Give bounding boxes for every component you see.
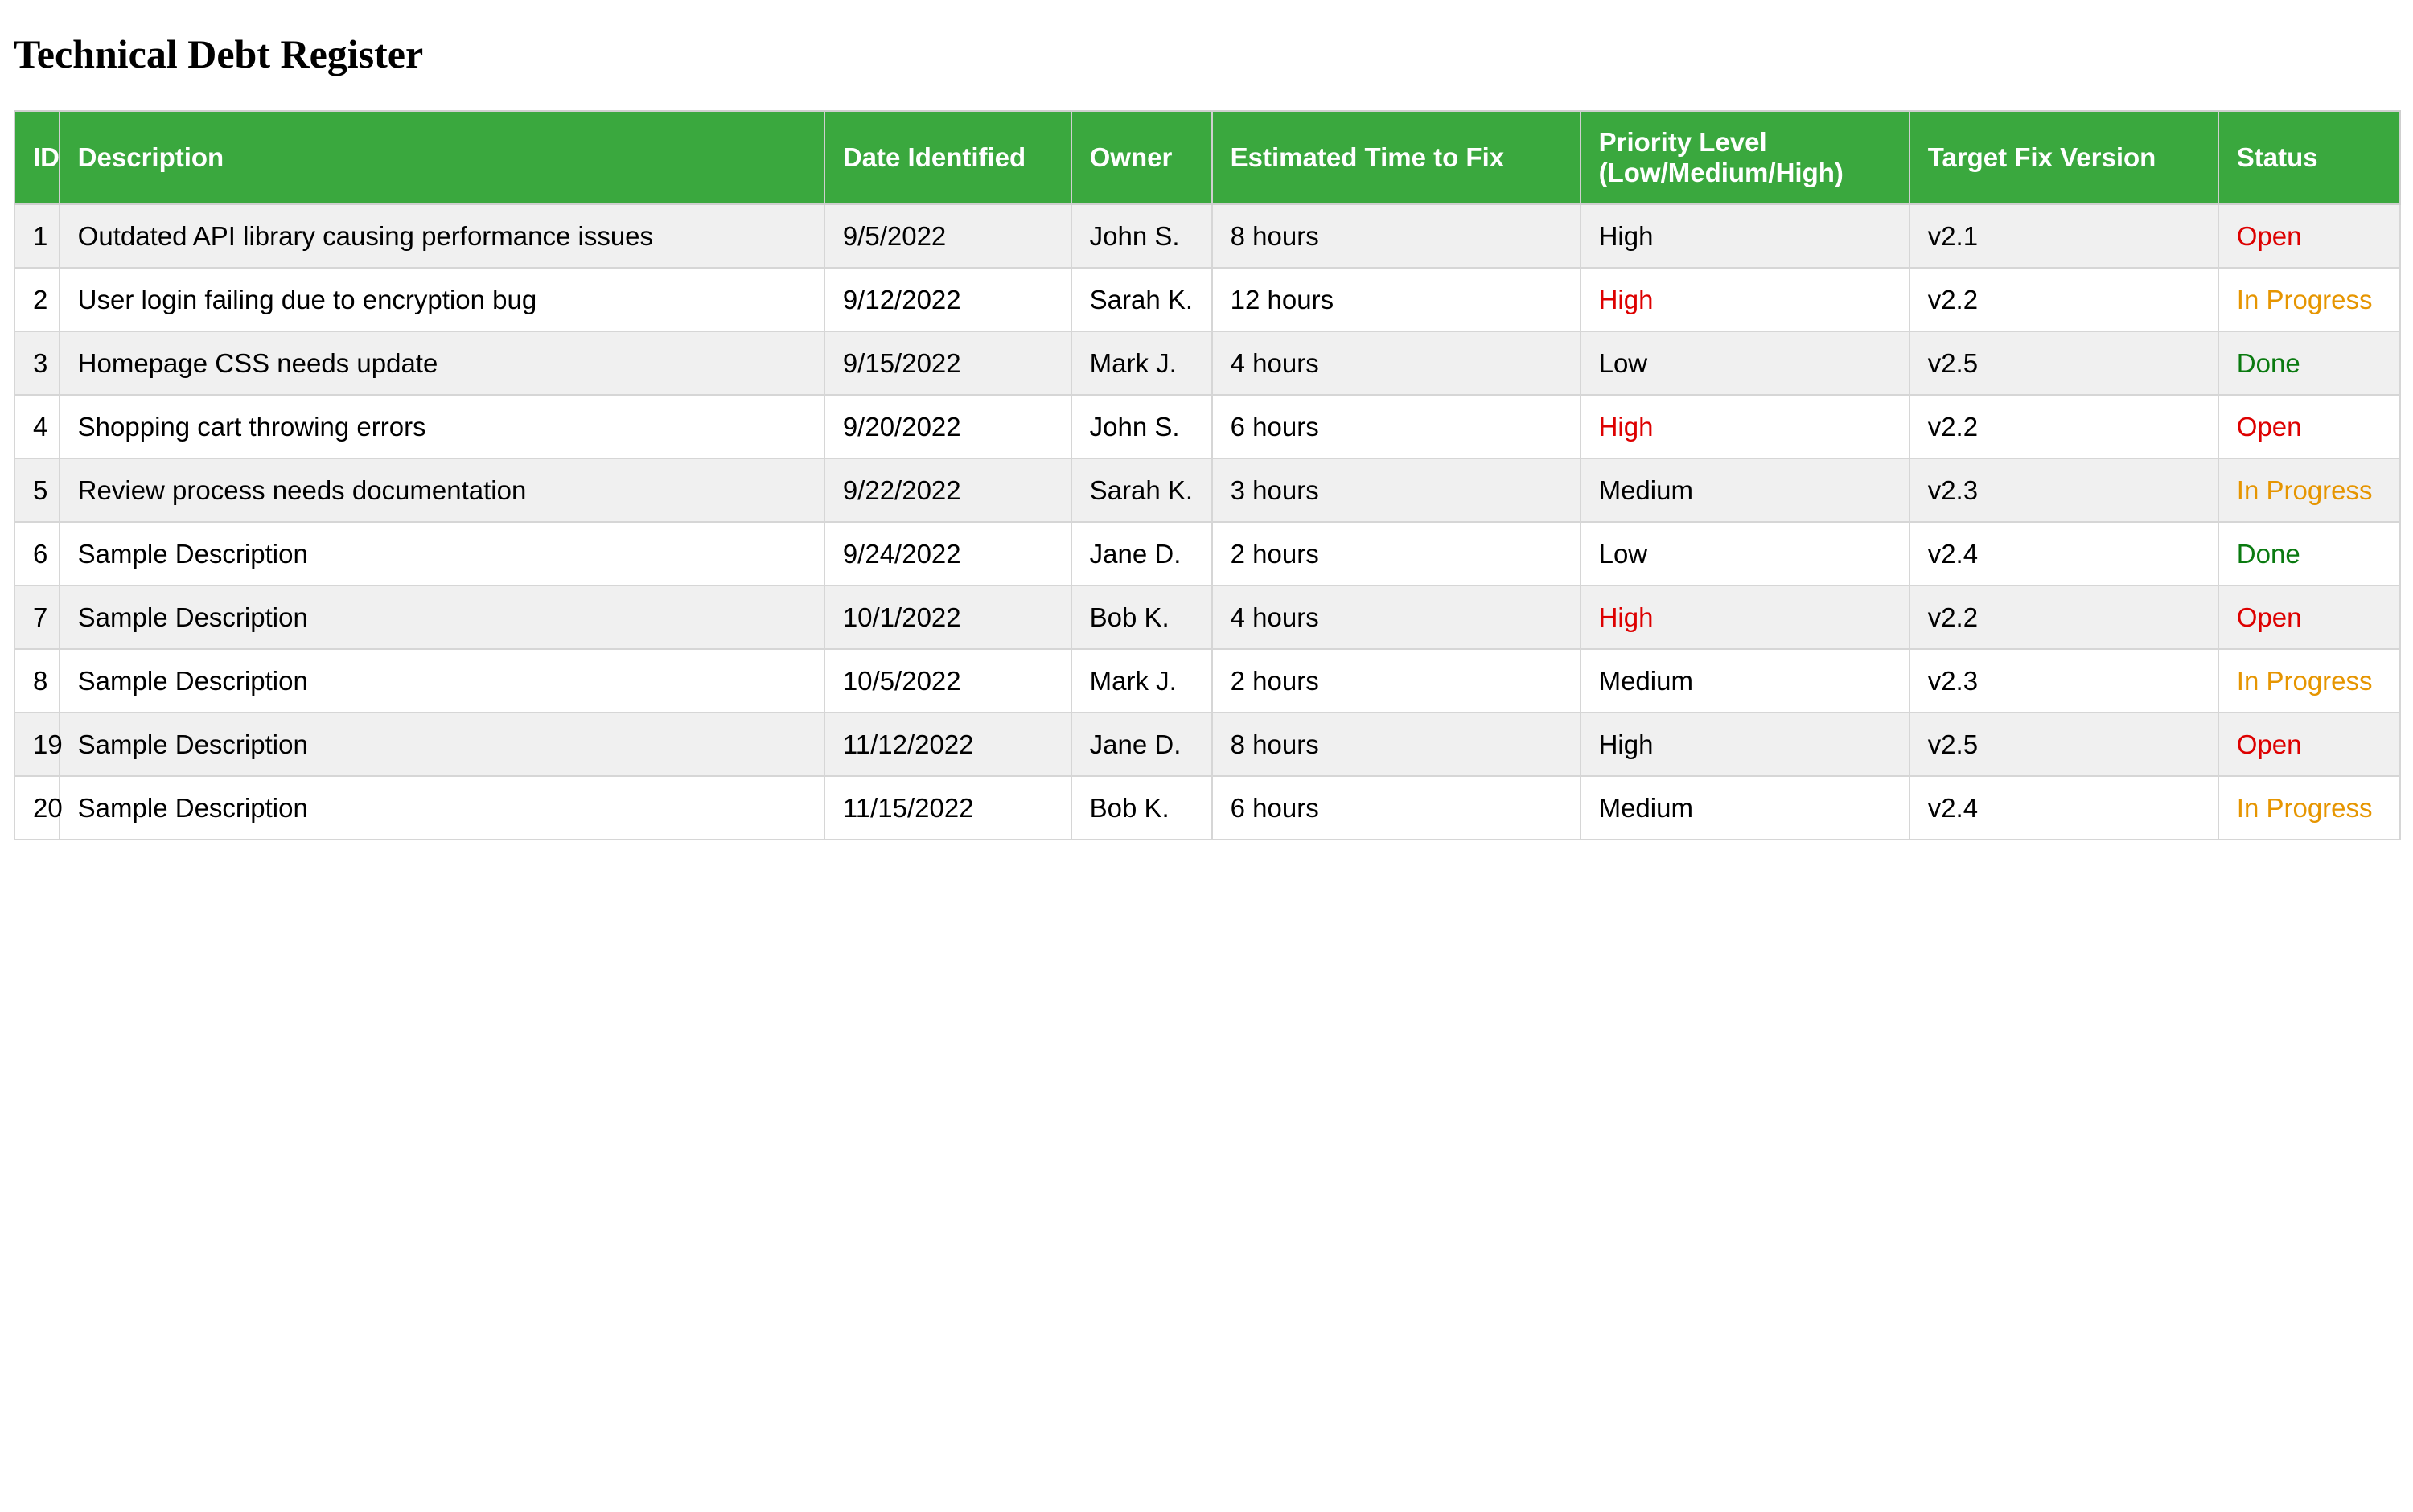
cell-description: Sample Description bbox=[60, 649, 824, 713]
cell-owner: Bob K. bbox=[1071, 585, 1212, 649]
cell-id: 3 bbox=[14, 331, 60, 395]
cell-priority: Medium bbox=[1581, 649, 1909, 713]
cell-estimated-time: 6 hours bbox=[1212, 776, 1581, 840]
cell-id: 6 bbox=[14, 522, 60, 585]
table-row bbox=[14, 458, 2400, 522]
cell-priority: High bbox=[1581, 395, 1909, 458]
column-header-target-version: Target Fix Version bbox=[1909, 111, 2218, 204]
column-header-estimated-time: Estimated Time to Fix bbox=[1212, 111, 1581, 204]
cell-description: Sample Description bbox=[60, 776, 824, 840]
column-header-priority: Priority Level (Low/Medium/High) bbox=[1581, 111, 1909, 204]
cell-description: Sample Description bbox=[60, 522, 824, 585]
cell-estimated-time: 2 hours bbox=[1212, 649, 1581, 713]
cell-priority: Low bbox=[1581, 522, 1909, 585]
table-row bbox=[14, 204, 2400, 268]
cell-priority: High bbox=[1581, 268, 1909, 331]
cell-date-identified: 11/15/2022 bbox=[824, 776, 1071, 840]
table-row bbox=[14, 776, 2400, 840]
cell-status: Open bbox=[2218, 395, 2400, 458]
table-row bbox=[14, 522, 2400, 585]
cell-target-version: v2.4 bbox=[1909, 522, 2218, 585]
cell-priority: Medium bbox=[1581, 458, 1909, 522]
cell-description: Homepage CSS needs update bbox=[60, 331, 824, 395]
table-row bbox=[14, 713, 2400, 776]
cell-target-version: v2.5 bbox=[1909, 713, 2218, 776]
cell-estimated-time: 8 hours bbox=[1212, 713, 1581, 776]
cell-owner: Sarah K. bbox=[1071, 458, 1212, 522]
cell-owner: John S. bbox=[1071, 395, 1212, 458]
cell-status: In Progress bbox=[2218, 649, 2400, 713]
column-header-id: ID bbox=[14, 111, 60, 204]
cell-owner: Mark J. bbox=[1071, 649, 1212, 713]
cell-description: Outdated API library causing performance issues bbox=[60, 204, 824, 268]
debt-register-table bbox=[14, 110, 2401, 840]
cell-target-version: v2.3 bbox=[1909, 649, 2218, 713]
cell-id: 19 bbox=[14, 713, 60, 776]
table-row bbox=[14, 268, 2400, 331]
column-header-owner: Owner bbox=[1071, 111, 1212, 204]
cell-priority: High bbox=[1581, 713, 1909, 776]
cell-id: 5 bbox=[14, 458, 60, 522]
cell-estimated-time: 3 hours bbox=[1212, 458, 1581, 522]
cell-id: 2 bbox=[14, 268, 60, 331]
cell-description: Sample Description bbox=[60, 713, 824, 776]
table-row bbox=[14, 585, 2400, 649]
table-header bbox=[14, 111, 2400, 204]
cell-owner: Bob K. bbox=[1071, 776, 1212, 840]
cell-status: Done bbox=[2218, 331, 2400, 395]
cell-estimated-time: 12 hours bbox=[1212, 268, 1581, 331]
cell-status: In Progress bbox=[2218, 268, 2400, 331]
cell-status: Open bbox=[2218, 713, 2400, 776]
cell-description: Review process needs documentation bbox=[60, 458, 824, 522]
cell-id: 4 bbox=[14, 395, 60, 458]
cell-target-version: v2.1 bbox=[1909, 204, 2218, 268]
cell-estimated-time: 6 hours bbox=[1212, 395, 1581, 458]
cell-date-identified: 9/20/2022 bbox=[824, 395, 1071, 458]
cell-status: Open bbox=[2218, 585, 2400, 649]
header-row bbox=[14, 111, 2400, 204]
cell-date-identified: 9/22/2022 bbox=[824, 458, 1071, 522]
cell-status: Done bbox=[2218, 522, 2400, 585]
cell-target-version: v2.5 bbox=[1909, 331, 2218, 395]
cell-target-version: v2.2 bbox=[1909, 268, 2218, 331]
cell-status: In Progress bbox=[2218, 458, 2400, 522]
cell-date-identified: 9/12/2022 bbox=[824, 268, 1071, 331]
cell-date-identified: 9/24/2022 bbox=[824, 522, 1071, 585]
column-header-date-identified: Date Identified bbox=[824, 111, 1071, 204]
cell-date-identified: 9/5/2022 bbox=[824, 204, 1071, 268]
cell-owner: Jane D. bbox=[1071, 522, 1212, 585]
column-header-description: Description bbox=[60, 111, 824, 204]
cell-description: Sample Description bbox=[60, 585, 824, 649]
cell-date-identified: 10/5/2022 bbox=[824, 649, 1071, 713]
page-title: Technical Debt Register bbox=[14, 31, 424, 76]
table-row bbox=[14, 649, 2400, 713]
cell-description: Shopping cart throwing errors bbox=[60, 395, 824, 458]
cell-priority: Medium bbox=[1581, 776, 1909, 840]
cell-date-identified: 9/15/2022 bbox=[824, 331, 1071, 395]
cell-description: User login failing due to encryption bug bbox=[60, 268, 824, 331]
cell-owner: Sarah K. bbox=[1071, 268, 1212, 331]
cell-id: 8 bbox=[14, 649, 60, 713]
cell-priority: High bbox=[1581, 585, 1909, 649]
table-row bbox=[14, 331, 2400, 395]
column-header-status: Status bbox=[2218, 111, 2400, 204]
cell-estimated-time: 2 hours bbox=[1212, 522, 1581, 585]
cell-status: In Progress bbox=[2218, 776, 2400, 840]
cell-estimated-time: 8 hours bbox=[1212, 204, 1581, 268]
cell-estimated-time: 4 hours bbox=[1212, 331, 1581, 395]
cell-id: 1 bbox=[14, 204, 60, 268]
cell-target-version: v2.3 bbox=[1909, 458, 2218, 522]
table-body bbox=[14, 204, 2400, 840]
table-row bbox=[14, 395, 2400, 458]
cell-date-identified: 10/1/2022 bbox=[824, 585, 1071, 649]
cell-date-identified: 11/12/2022 bbox=[824, 713, 1071, 776]
cell-owner: Mark J. bbox=[1071, 331, 1212, 395]
cell-target-version: v2.2 bbox=[1909, 585, 2218, 649]
cell-estimated-time: 4 hours bbox=[1212, 585, 1581, 649]
cell-id: 20 bbox=[14, 776, 60, 840]
cell-target-version: v2.4 bbox=[1909, 776, 2218, 840]
cell-target-version: v2.2 bbox=[1909, 395, 2218, 458]
cell-status: Open bbox=[2218, 204, 2400, 268]
cell-id: 7 bbox=[14, 585, 60, 649]
cell-priority: Low bbox=[1581, 331, 1909, 395]
cell-owner: Jane D. bbox=[1071, 713, 1212, 776]
cell-priority: High bbox=[1581, 204, 1909, 268]
cell-owner: John S. bbox=[1071, 204, 1212, 268]
